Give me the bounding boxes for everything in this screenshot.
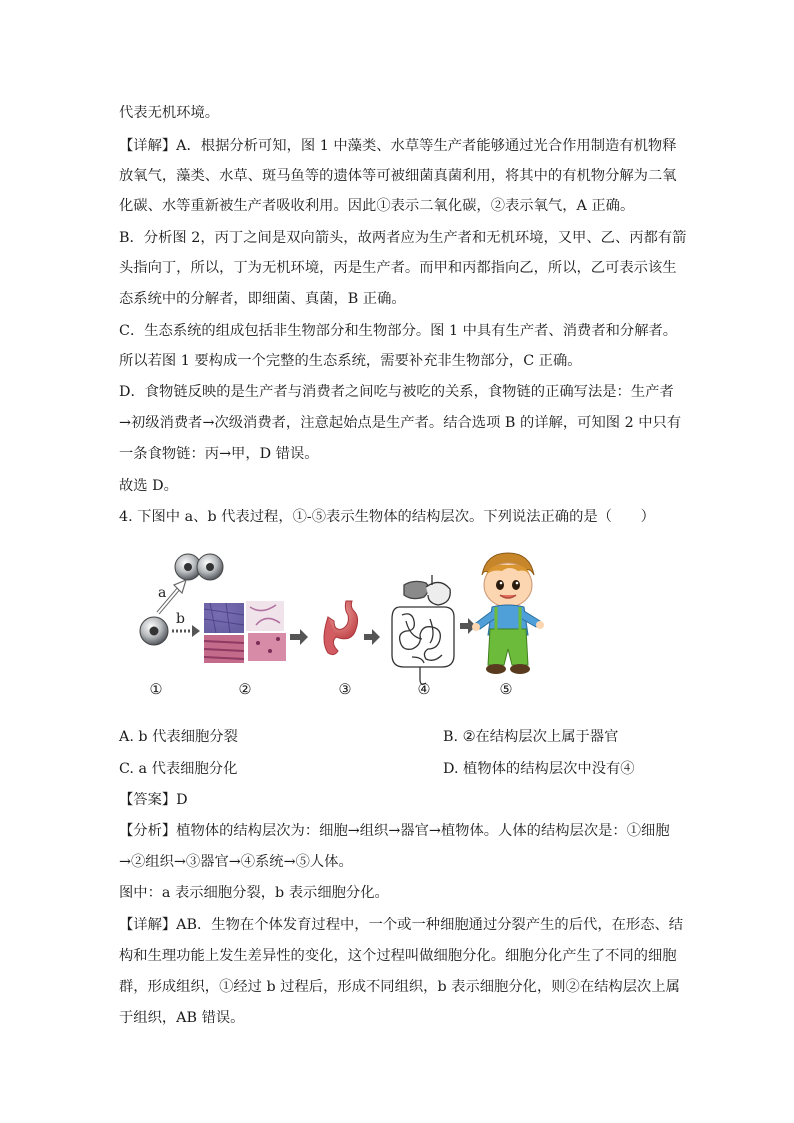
dividing-cells-icon [175, 554, 223, 580]
text-line: 放氧气，藻类、水草、斑马鱼等的遗体等可被细菌真菌利用，将其中的有机物分解为二氧 [119, 168, 677, 184]
text-line: C．生态系统的组成包括非生物部分和生物部分。图 1 中具有生产者、消费者和分解者。 [119, 323, 678, 339]
option-d: D. 植物体的结构层次中没有④ [443, 761, 635, 777]
figure-label-5: ⑤ [499, 682, 513, 698]
answer-line: 【答案】D [119, 792, 188, 808]
option-b: B. ②在结构层次上属于器官 [443, 729, 619, 745]
arrow-a-label: a [158, 585, 167, 601]
analysis-line: 【分析】植物体的结构层次为：细胞→组织→器官→植物体。人体的结构层次是：①细胞 [119, 823, 670, 839]
text-line: →初级消费者→次级消费者，注意起始点是生产者。结合选项 B 的详解，可知图 2 中只有 [119, 415, 682, 431]
stomach-icon [324, 601, 358, 655]
text-line: 化碳、水等重新被生产者吸收利用。因此①表示二氧化碳，②表示氧气，A 正确。 [119, 198, 635, 214]
text-line: 代表无机环境。 [119, 105, 220, 121]
text-line: 头指向丁，所以，丁为无机环境，丙是生产者。而甲和丙都指向乙，所以，乙可表示该生 [119, 260, 677, 276]
analysis-line: 图中：a 表示细胞分裂，b 表示细胞分化。 [119, 885, 389, 901]
tissue-images-icon [204, 601, 286, 663]
text-line: 所以若图 1 要构成一个完整的生态系统，需要补充非生物部分，C 正确。 [119, 353, 582, 369]
arrow-icon [290, 629, 308, 645]
text-line: 故选 D。 [119, 478, 178, 494]
text-line: 态系统中的分解者，即细菌、真菌，B 正确。 [119, 291, 406, 307]
arrow-b-label: b [176, 611, 185, 627]
detail-line: 【详解】AB．生物在个体发育过程中，一个或一种细胞通过分裂产生的后代，在形态、结 [119, 917, 684, 933]
figure-label-2: ② [238, 682, 252, 698]
figure-label-1: ① [149, 682, 163, 698]
cell-icon [140, 617, 168, 645]
digestive-system-icon [392, 575, 454, 684]
figure-label-4: ④ [417, 682, 431, 698]
figure-label-3: ③ [338, 682, 352, 698]
structure-level-figure [130, 545, 550, 705]
question-stem: 4. 下图中 a、b 代表过程，①-⑤表示生物体的结构层次。下列说法正确的是（ ） [119, 509, 655, 525]
text-line: 【详解】A．根据分析可知，图 1 中藻类、水草等生产者能够通过光合作用制造有机物释 [119, 138, 677, 154]
text-line: B．分析图 2，丙丁之间是双向箭头，故两者应为生产者和无机环境，又甲、乙、丙都有箭 [119, 230, 687, 246]
option-c: C. a 代表细胞分化 [119, 761, 238, 777]
text-line: 一条食物链：丙→甲，D 错误。 [119, 446, 319, 462]
detail-line: 群，形成组织，①经过 b 过程后，形成不同组织，b 表示细胞分化，则②在结构层次上属 [119, 979, 680, 995]
human-boy-icon [472, 553, 544, 674]
arrow-icon [364, 629, 380, 645]
detail-line: 构和生理功能上发生差异性的变化，这个过程叫做细胞分化。细胞分化产生了不同的细胞 [119, 948, 677, 964]
text-line: D．食物链反映的是生产者与消费者之间吃与被吃的关系，食物链的正确写法是：生产者 [119, 384, 674, 400]
analysis-line: →②组织→③器官→④系统→⑤人体。 [119, 854, 353, 870]
detail-line: 于组织，AB 错误。 [119, 1010, 245, 1026]
option-a: A. b 代表细胞分裂 [119, 729, 238, 745]
